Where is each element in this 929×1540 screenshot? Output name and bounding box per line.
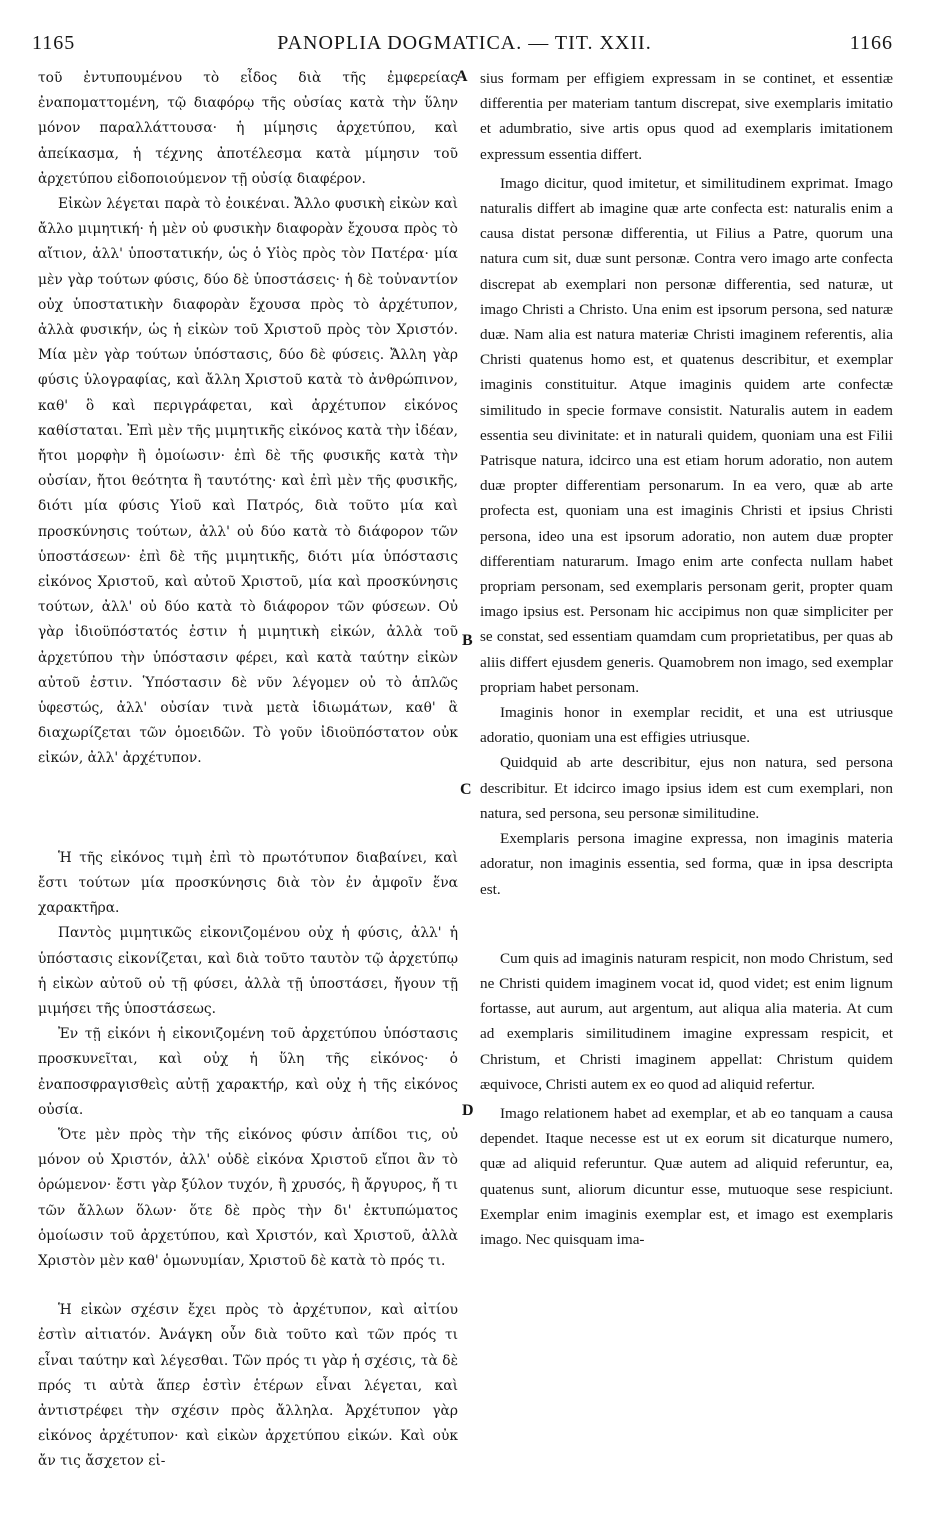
greek-paragraph: Ἡ εἰκὼν σχέσιν ἔχει πρὸς τὸ ἀρχέτυπον, καὶ αἰτίου ἐστὶν αἰτιατόν. Ἀνάγκη οὖν διὰ τοῦτο καὶ τῶν πρός τι εἶναι ταύτην καὶ λέγεσθαι. Τῶν πρός τι γὰρ ἡ σχέσις, τὰ δὲ πρός τι αὐτὰ ἅπερ ἐστὶν ἑτέρων εἶναι λέγεται, καὶ ἀντιστρέφει τὴν σχέσιν πρὸς ἄλληλα. Ἀρχέτυπον γὰρ εἰκόνος ἀρχέτυπον· καὶ εἰκὼν ἀρχετύπου εἰκών. Καὶ οὐκ ἄν τις ἄσχετον εἰ- <box>38 1302 458 1470</box>
latin-paragraph: sius formam per effigiem expressam in se continet, et essentiæ differentia per materiam tantum discrepat, sive exemplaris imitatio et adumbratio, sive artis opus quod ad exemplaris imitationem expressum essentia differt. <box>480 70 893 163</box>
latin-spacer <box>480 902 893 946</box>
column-marker-a: A <box>456 68 468 85</box>
latin-paragraph: Imago dicitur, quod imitetur, et similitudinem exprimat. Imago naturalis differt ab imagine quæ arte confecta est: naturalis enim a causa distat personæ differentia, ut Filius a Patre, quorum una natura cum sit, duæ sunt personæ. Contra vero imago arte confecta discrepat ab exemplari non personæ differentia, sed naturæ, ut imago Christi a Christo. Una enim est ipsorum persona, sed naturæ duæ. Nam alia est natura materiæ Christi imaginem referentis, alia Christi quatenus homo est, et quatenus describitur, et exemplar imaginis constituitur. Atque imaginis quidem arte confectæ similitudo in specie formave consistit. Naturalis autem in eadem essentia seu divinitate: et in naturali quidem, quoniam una est Filii Patrisque natura, idcirco una est etiam horum adoratio, non autem duæ propter differentiam personarum. In ea vero, quæ ab arte profecta est, quoniam una est imaginis Christi et ipsius Christi persona, ideo una est ipsorum adoratio, non autem duæ propter differentiam naturarum. Imago enim arte confecta nullam habet propriam personam, sed exemplaris personam gerit, propter quam imago ipsius est. Personam hic accipimus non quæ simpliciter per se constat, sed essentiam quamdam cum proprietatibus, per quas ab aliis differt ejusdem generis. Quamobrem non imago, sed exemplar propriam habet personam. <box>480 174 893 696</box>
greek-paragraph: τοῦ ἐντυπουμένου τὸ εἶδος διὰ τῆς ἐμφερείας ἐναποματτομένη, τῷ διαφόρῳ τῆς οὐσίας κατὰ τὴν ὕλην μόνον παραλλάττουσα· ἡ μίμησις ἀρχετύπου, καὶ ἀπείκασμα, ἡ τέχνης ἀποτέλεσμα κατὰ μίμησιν τοῦ ἀρχετύπου εἰδοποιούμενον τῇ οὐσίᾳ διαφέρον. <box>38 70 458 187</box>
column-marker-c: C <box>460 781 472 798</box>
left-page-number: 1165 <box>32 32 76 54</box>
greek-paragraph: Ἡ τῆς εἰκόνος τιμὴ ἐπὶ τὸ πρωτότυπον διαβαίνει, καὶ ἔστι τούτων μία προσκύνησις διὰ τὸν ἐν ἀμφοῖν ἕνα χαρακτῆρα. <box>38 849 458 917</box>
latin-paragraph: Exemplaris persona imagine expressa, non imaginis materia adoratur, non imaginis essentia, sed forma, quæ in ipsa descripta est. <box>480 830 893 898</box>
greek-paragraph: Ὅτε μὲν πρὸς τὴν τῆς εἰκόνος φύσιν ἀπίδοι τις, οὐ μόνον οὐ Χριστόν, ἀλλ' οὐδὲ εἰκόνα Χριστοῦ εἴποι ἂν τὸ ὁρώμενον· ἔστι γὰρ ξύλον τυχόν, ἢ χρυσός, ἢ ἄργυρος, ἤ τι τῶν ἄλλων ὅλων· ὅτε δὲ πρὸς τὴν δι' ἐκτυπώματος ὁμοίωσιν τοῦ ἀρχετύπου, καὶ Χριστόν, καὶ Χριστοῦ, ἀλλὰ Χριστὸν μὲν καθ' ὁμωνυμίαν, Χριστοῦ δὲ κατὰ τὸ πρός τι. <box>38 1126 458 1269</box>
greek-spacer <box>38 772 458 846</box>
column-marker-d: D <box>462 1102 474 1119</box>
greek-paragraph: Ἐν τῇ εἰκόνι ἡ εἰκονιζομένη τοῦ ἀρχετύπου ὑπόστασις προσκυνεῖται, καὶ οὐχ ἡ ὕλη τῆς εἰκόνος· ὁ ἐναποσφραγισθεὶς αὐτῇ χαρακτήρ, καὶ οὐχ ἡ τῆς εἰκόνος οὐσία. <box>38 1026 458 1118</box>
latin-paragraph: Cum quis ad imaginis naturam respicit, non modo Christum, sed ne Christi quidem imaginem vocat id, quod videt; est enim lignum fortasse, aut aurum, aut argentum, aut aliqua alia materia. At cum ad exemplaris similitudinem imagine expressam respicit, et Christum, et Christi imaginem appellat: Christum quidem æquivoce, Christi autem ex eo quod ad aliquid refertur. <box>480 949 893 1093</box>
running-title: PANOPLIA DOGMATICA. — TIT. XXII. <box>277 32 652 54</box>
latin-paragraph: Imaginis honor in exemplar recidit, et una est utriusque adoratio, quoniam una est effigies utriusque. <box>480 704 893 747</box>
right-page-number: 1166 <box>849 32 893 54</box>
greek-paragraph: Παντὸς μιμητικῶς εἰκονιζομένου οὐχ ἡ φύσις, ἀλλ' ἡ ὑπόστασις εἰκονίζεται, καὶ διὰ τοῦτο ταυτὸν τῷ ἀρχετύπῳ ἡ εἰκὼν αὐτοῦ οὐ τῇ φύσει, ἀλλὰ τῇ ὑποστάσει, ἤγουν τῇ μιμήσει τῆς ὑποστάσεως. <box>38 925 458 1017</box>
latin-paragraph: Imago relationem habet ad exemplar, et ab eo tanquam a causa dependet. Itaque necesse est ut ex eorum sit dicaturque numero, quæ ad aliquid referuntur. Quæ autem ad aliquid referuntur, ea, quatenus sunt, aliorum dicuntur esse, mutuoque sese respiciunt. Exemplar enim imaginis exemplar est, et imago est exemplaris imago. Nec quisquam ima- <box>480 1104 893 1248</box>
column-marker-b: B <box>462 632 473 649</box>
greek-column <box>38 66 458 1475</box>
latin-paragraph: Quidquid ab arte describitur, ejus non natura, sed persona describitur. Et idcirco imago ipsius idem est cum exemplari, non natura, sed persona, seu personæ similitudine. <box>480 754 893 822</box>
greek-spacer <box>38 1274 458 1298</box>
latin-column <box>480 66 893 1252</box>
running-header <box>12 20 917 60</box>
greek-paragraph: Εἰκὼν λέγεται παρὰ τὸ ἐοικέναι. Ἄλλο φυσικὴ εἰκὼν καὶ ἄλλο μιμητική· ἡ μὲν οὐ φυσικὴν διαφορὰν ἔχουσα πρὸς τὸ αἴτιον, ἀλλ' ὑποστατικήν, ὡς ὁ Υἱὸς πρὸς τὸν Πατέρα· μία μὲν γὰρ τούτων φύσις, δύο δὲ ὑποστάσεις· ἡ δὲ τοὐναντίον οὐχ ὑποστατικὴν διαφορὰν ἔχουσα πρὸς τὸ ἀρχέτυπον, ἀλλὰ φυσικήν, ὡς ἡ εἰκὼν τοῦ Χριστοῦ πρὸς τὸν Χριστόν. Μία μὲν γὰρ τούτων ὑπόστασις, δύο δὲ φύσεις. Ἄλλη γὰρ φύσις ὑλογραφίας, καὶ ἄλλη Χριστοῦ κατὰ τὸ ἀνθρώπινον, καθ' ὃ καὶ περιγράφεται, καὶ ἀρχέτυπον εἰκόνος καθίσταται. Ἐπὶ μὲν τῆς μιμητικῆς εἰκόνος κατὰ τὴν ἰδέαν, ἤτοι μορφὴν ἢ ὁμοίωσιν· ἐπὶ δὲ τῆς φυσικῆς κατὰ τὴν οὐσίαν, ἤτοι θεότητα ἢ ταυτότης· καὶ ἐπὶ μὲν τῆς φυσικῆς, διότι μία φύσις Υἱοῦ καὶ Πατρός, διὰ τοῦτο μία καὶ προσκύνησις τούτων, ἀλλ' οὐ δύο κατὰ τὸ διάφορον τῶν ὑποστάσεων· ἐπὶ δὲ τῆς μιμητικῆς, διότι μία ὑπόστασις εἰκόνος Χριστοῦ, καὶ αὐτοῦ Χριστοῦ, μία καὶ προσκύνησις τούτων, ἀλλ' οὐ δύο κατὰ τὸ διάφορον τῶν φύσεων. Οὐ γὰρ ἰδιοϋπόστατός ἐστιν ἡ μιμητικὴ εἰκών, ἀλλὰ τοῦ ἀρχετύπου τὴν ὑπόστασιν φέρει, καὶ κατὰ ταύτην εἰκὼν αὐτοῦ ἐστιν. Ὑπόστασιν δὲ νῦν λέγομεν οὐ τὸ ἁπλῶς ὑφεστώς, ἀλλ' οὐσίαν τινὰ μετὰ ἰδιωμάτων, καθ' ἃ διαχωρίζεται τῶν ὁμοειδῶν. Τὸ γοῦν ἰδιοϋπόστατον οὐκ εἰκών, ἀλλ' ἀρχέτυπον. <box>38 196 458 767</box>
